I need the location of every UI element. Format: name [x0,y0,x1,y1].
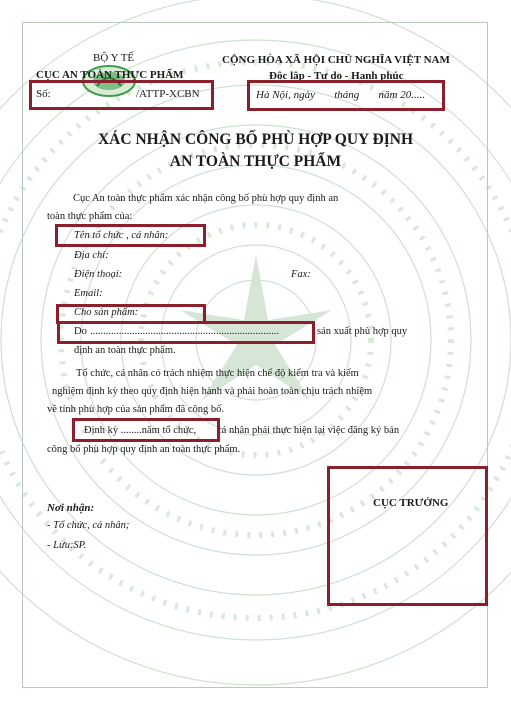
recipient-item: - Tổ chức, cá nhân; [47,520,130,531]
producer-suffix: sản xuất phù hợp quy [317,326,408,337]
recipient-item: - Lưu:SP. [47,540,87,551]
ministry-name: BỘ Y TẾ [93,52,135,64]
product-field: Cho sản phẩm: [74,307,139,318]
responsibility-line3: về tính phù hợp của sản phẩm đã công bố. [47,404,225,415]
address-field: Địa chỉ: [74,250,109,261]
periodic-highlight-box [72,418,220,442]
place-date: Hà Nội, ngày tháng năm 20..... [256,89,425,101]
organization-highlight-box [55,224,206,247]
organization-field: Tên tổ chức , cá nhân: [74,230,169,241]
date-highlight-box [247,80,445,111]
fax-field: Fax: [291,269,311,280]
document-number-label: Số: [36,88,51,100]
producer-prefix: Do [74,326,87,337]
responsibility-line1: Tổ chức, cá nhân có trách nhiệm thực hiện chế độ kiểm tra và kiểm [76,368,359,379]
producer-line2: định an toàn thực phẩm. [74,345,176,356]
document-title-line1: XÁC NHẬN CÔNG BỐ PHÙ HỢP QUY ĐỊNH [97,131,414,148]
responsibility-line2: nghiệm định kỳ theo quy định hiện hành và phải hoàn toàn chịu trách nhiệm [52,386,373,397]
recipients-heading: Nơi nhận: [47,502,95,514]
document-number-suffix: /ATTP-XCBN [136,88,200,100]
email-field: Email: [74,288,103,299]
producer-highlight-box [57,321,315,344]
periodic-highlight-text: Định kỳ ........năm tổ chức, [84,425,197,436]
periodic-line2: công bố phù hợp quy định an toàn thực phẩm. [47,444,241,455]
signature-title: CỤC TRƯỞNG [373,497,449,509]
signature-highlight-box [327,466,488,606]
producer-blank: ........................................................................ [90,326,279,337]
phone-field: Điện thoại: [74,269,123,280]
department-name: CỤC AN TOÀN THỰC PHẨM [36,69,184,81]
national-motto: Độc lập - Tự do - Hạnh phúc [269,70,404,82]
country-name: CỘNG HÒA XÃ HỘI CHỦ NGHĨA VIỆT NAM [222,54,450,66]
periodic-rest: cá nhân phải thực hiện lại việc đăng ký bản [217,425,400,436]
number-highlight-box [29,80,214,110]
intro-line2: toàn thực phẩm của: [47,211,133,222]
intro-line1: Cục An toàn thực phẩm xác nhận công bố phù hợp quy định an [73,193,339,204]
document-title-line2: AN TOÀN THỰC PHẨM [169,153,342,170]
